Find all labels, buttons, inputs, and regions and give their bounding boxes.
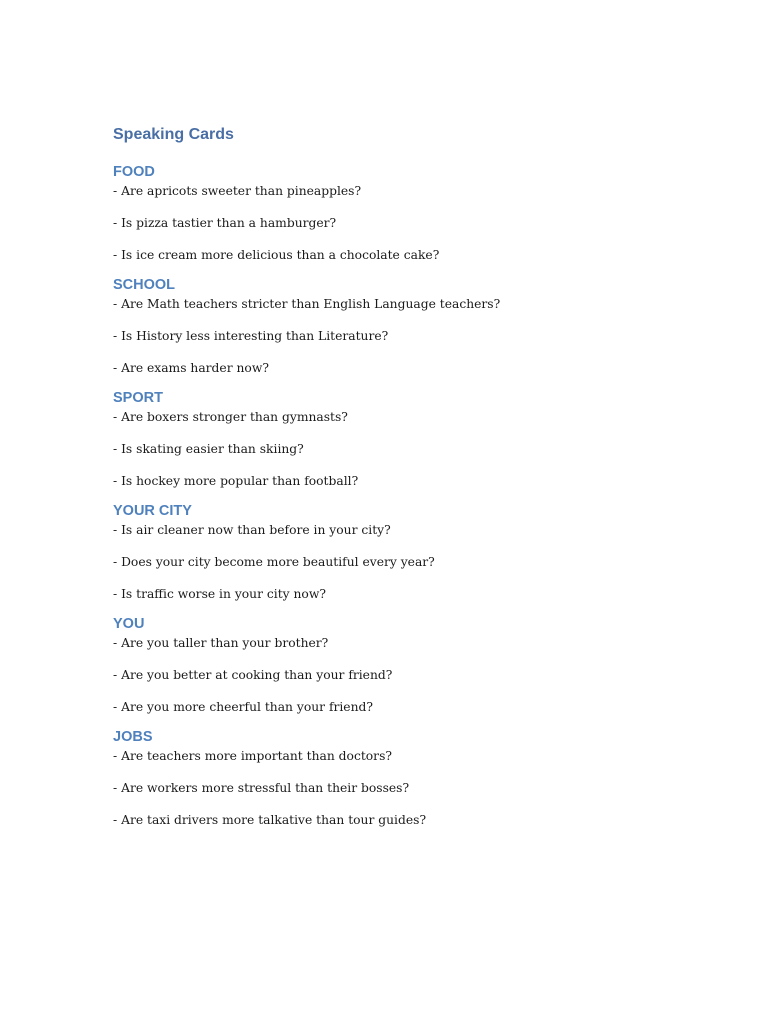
- section-jobs: [113, 727, 673, 832]
- question-item: - Is hockey more popular than football?: [113, 474, 359, 488]
- question-item: - Is ice cream more delicious than a chocolate cake?: [113, 248, 440, 262]
- section-you: [113, 614, 673, 719]
- question-item: - Are workers more stressful than their bosses?: [113, 781, 410, 795]
- question-item: - Is air cleaner now than before in your city?: [113, 523, 391, 537]
- section-heading: SPORT: [113, 390, 163, 406]
- document-page: [113, 124, 673, 832]
- section-heading: JOBS: [113, 729, 153, 745]
- section-heading: YOU: [113, 616, 145, 632]
- section-school: [113, 275, 673, 380]
- question-item: - Are taxi drivers more talkative than tour guides?: [113, 813, 427, 827]
- question-item: - Does your city become more beautiful every year?: [113, 555, 435, 569]
- question-item: - Is skating easier than skiing?: [113, 442, 304, 456]
- section-heading: SCHOOL: [113, 277, 176, 293]
- question-item: - Is pizza tastier than a hamburger?: [113, 216, 337, 230]
- section-heading: FOOD: [113, 164, 155, 180]
- section-heading: YOUR CITY: [113, 503, 192, 519]
- section-food: [113, 162, 673, 267]
- question-item: - Are you more cheerful than your friend?: [113, 700, 373, 714]
- question-item: - Are apricots sweeter than pineapples?: [113, 184, 362, 198]
- question-item: - Are you taller than your brother?: [113, 636, 329, 650]
- section-sport: [113, 388, 673, 493]
- question-item: - Are you better at cooking than your friend?: [113, 668, 393, 682]
- section-your-city: [113, 501, 673, 606]
- question-item: - Are exams harder now?: [113, 361, 269, 375]
- question-item: - Is traffic worse in your city now?: [113, 587, 326, 601]
- question-item: - Are Math teachers stricter than English Language teachers?: [113, 297, 501, 311]
- document-title: Speaking Cards: [113, 126, 234, 143]
- question-item: - Are teachers more important than doctors?: [113, 749, 392, 763]
- question-item: - Are boxers stronger than gymnasts?: [113, 410, 348, 424]
- question-item: - Is History less interesting than Literature?: [113, 329, 389, 343]
